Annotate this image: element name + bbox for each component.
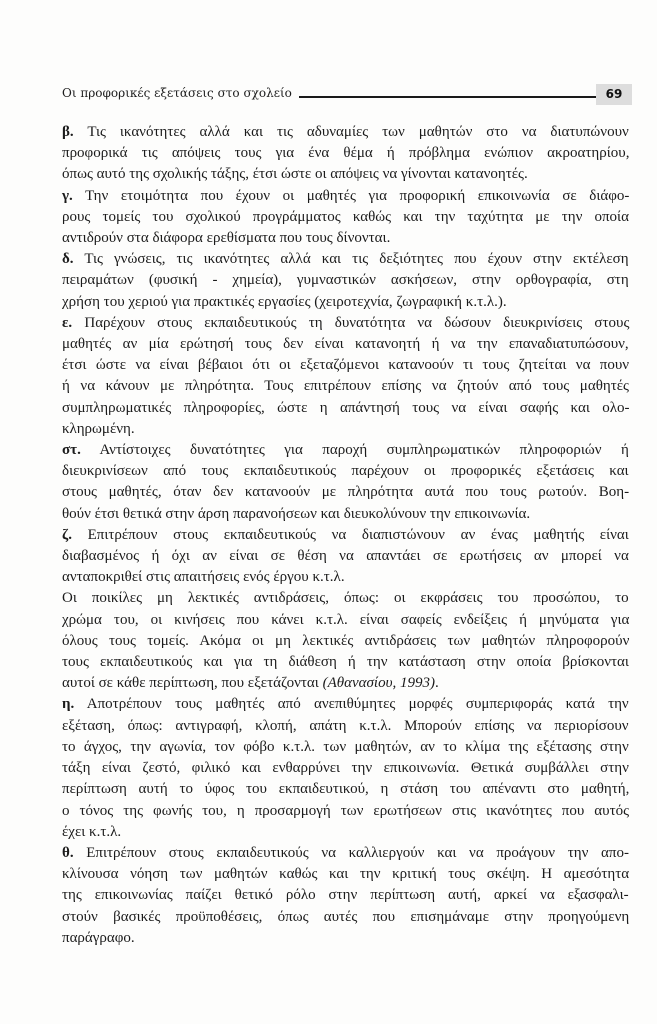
- text-line: τάξη είναι ζεστό, φιλικό και ενθαρρύνει την επικοινωνία. Θετικά συμβάλλει στην: [62, 760, 629, 777]
- text-line: [62, 440, 629, 461]
- text-line: της επικοινωνίας παίζει θετικό ρόλο στην περίπτωση αυτή, αρκεί να εξασφαλι-: [62, 887, 629, 904]
- running-header: [62, 84, 636, 106]
- list-marker: ε.: [62, 314, 73, 331]
- text-line: κληρωμένη.: [62, 420, 135, 437]
- text-line: προφορικά τις απόψεις τους για ένα θέμα ή πρόβλημα ενώπιον ακροατηρίου,: [62, 145, 630, 162]
- text-line: Οι ποικίλες μη λεκτικές αντιδράσεις, όπως: οι εκφράσεις του προσώπου, το: [62, 590, 629, 607]
- text-line: περίπτωση αυτή το ύφος του εκπαιδευτικού, η στάση του απέναντι στο μαθητή,: [62, 781, 630, 798]
- paragraph-delta: [62, 249, 629, 313]
- text-line: στούν βασικές προϋποθέσεις, όπως αυτές που επισημάναμε στην προηγούμενη: [62, 908, 630, 925]
- list-marker: θ.: [62, 844, 74, 861]
- text-line: [62, 186, 629, 207]
- line-text: αυτοί σε κάθε περίπτωση, που εξετάζονται: [62, 675, 323, 692]
- text-line: αντιδρούν στα διάφορα ερεθίσματα που τους δίνονται.: [62, 230, 391, 247]
- page-number: 69: [596, 84, 632, 105]
- text-line: ή να κάνουν με πληρότητα. Τους επιτρέπουν επίσης να ζητούν από τους μαθητές: [62, 378, 629, 395]
- text-line: ανταποκριθεί στις απαιτήσεις ενός έργου κ.τ.λ.: [62, 569, 345, 586]
- paragraph-nonverbal: [62, 588, 629, 694]
- body-text: [62, 122, 629, 949]
- list-marker: δ.: [62, 251, 74, 268]
- text-line: όλους τους τομείς. Ακόμα οι μη λεκτικές αντιδράσεις των μαθητών πληροφορούν: [62, 632, 630, 649]
- paragraph-theta: [62, 843, 629, 949]
- citation-tail: .: [434, 675, 439, 692]
- text-line: διαβασμένος ή όχι αν είναι σε θέση να απαντάει σε ερωτήσεις αν μπορεί να: [62, 548, 629, 565]
- header-rule: [299, 96, 626, 98]
- text-line: [62, 122, 629, 143]
- text-line: όπως αυτό της σχολικής τάξης, έτσι ώστε οι απόψεις να γίνονται κατανοητές.: [62, 166, 528, 183]
- list-marker: γ.: [62, 187, 73, 204]
- text-line: πειραμάτων (φυσική - χημεία), γυμναστικών ασκήσεων, στην ορθογραφία, στη: [62, 272, 629, 289]
- paragraph-gamma: [62, 186, 629, 250]
- text-line: [62, 525, 629, 546]
- line-text: Τις γνώσεις, τις ικανότητες αλλά και τις δεξιότητες που έχουν στην εκτέλεση: [73, 251, 629, 268]
- text-line: ρους τομείς του σχολικού προγράμματος καθώς και την ταχύτητα με την οποία: [62, 208, 629, 225]
- line-text: Επιτρέπουν στους εκπαιδευτικούς να διαπιστώνουν αν ένας μαθητής είναι: [71, 526, 629, 543]
- text-line: [62, 694, 629, 715]
- citation: (Αθανασίου, 1993): [322, 675, 435, 692]
- paragraph-beta: [62, 122, 629, 186]
- line-text: Τις ικανότητες αλλά και τις αδυναμίες των μαθητών στο να διατυπώνουν: [73, 124, 629, 140]
- text-line: χρώμα του, οι κινήσεις που κάνει κ.τ.λ. είναι σαφείς ενδείξεις ή μηνύματα για: [62, 611, 630, 628]
- paragraph-zeta: [62, 525, 629, 589]
- text-line: ο τόνος της φωνής του, η προσαρμογή των ερωτήσεων στις ικανότητες που αυτός: [62, 802, 630, 819]
- list-marker: η.: [62, 696, 75, 713]
- text-line: τους εκπαιδευτικούς και για τη διάθεση ή την κατάσταση στην οποία βρίσκονται: [62, 654, 629, 671]
- line-text: Αποτρέπουν τους μαθητές από ανεπιθύμητες μορφές συμπεριφοράς κατά την: [74, 696, 629, 713]
- text-line: θούν έτσι θετικά στην άρση παρανοήσεων και διευκολύνουν την επικοινωνία.: [62, 505, 531, 522]
- paragraph-stigma: [62, 440, 629, 525]
- text-line: [62, 843, 629, 864]
- text-line: μαθητές αν μία ερώτησή τους δεν είναι κατανοητή ή να την επαναδιατυπώσουν,: [62, 336, 629, 353]
- line-text: Αντίστοιχες δυνατότητες για παροχή συμπληρωματικών πληροφοριών ή: [80, 442, 629, 459]
- text-line: στους μαθητές, όταν δεν κατανοούν με πληρότητα αυτά που τους ρωτούν. Βοη-: [62, 484, 630, 501]
- text-line: εξέταση, όπως: αντιγραφή, κλοπή, απάτη κ.τ.λ. Μπορούν επίσης να περιορίσουν: [62, 717, 629, 734]
- line-text: Παρέχουν στους εκπαιδευτικούς τη δυνατότητα να δώσουν διευκρινίσεις στους: [72, 314, 630, 331]
- running-header-title: Οι προφορικές εξετάσεις στο σχολείο: [62, 86, 292, 100]
- text-line: κλίνουσα νόηση των μαθητών καθώς και την κριτική τους σκέψη. Η αμεσότητα: [62, 866, 630, 883]
- line-text: Επιτρέπουν στους εκπαιδευτικούς να καλλιεργούν και να προάγουν την απο-: [73, 844, 629, 861]
- paragraph-eta: [62, 694, 629, 842]
- list-marker: ζ.: [62, 526, 72, 543]
- paragraph-epsilon: [62, 313, 629, 440]
- list-marker: στ.: [62, 442, 81, 459]
- line-text: Την ετοιμότητα που έχουν οι μαθητές για προφορική επικοινωνία σε διάφο-: [72, 187, 630, 204]
- text-line: παράγραφο.: [62, 929, 135, 946]
- text-line: [62, 249, 629, 270]
- text-line: [62, 313, 629, 334]
- list-marker: β.: [62, 124, 74, 140]
- text-line: χρήση του χεριού για πρακτικές εργασίες (χειροτεχνία, ζωγραφική κ.τ.λ.).: [62, 293, 507, 310]
- text-line: έτσι ώστε να είναι βέβαιοι ότι οι εξεταζόμενοι κατανοούν τι τους ζητείται να πουν: [62, 357, 630, 374]
- text-line: συμπληρωματικές πληροφορίες, ώστε η απάντησή τους να είναι σαφής και ολο-: [62, 399, 630, 416]
- text-line: το άγχος, την αγωνία, τον φόβο κ.τ.λ. των μαθητών, αν το κλίμα της εξέτασης στην: [62, 738, 629, 755]
- text-line: [62, 673, 629, 694]
- text-line: διευκρινίσεων από τους εκπαιδευτικούς παρέχουν οι προφορικές εξετάσεις και: [62, 463, 629, 480]
- text-line: έχει κ.τ.λ.: [62, 823, 122, 840]
